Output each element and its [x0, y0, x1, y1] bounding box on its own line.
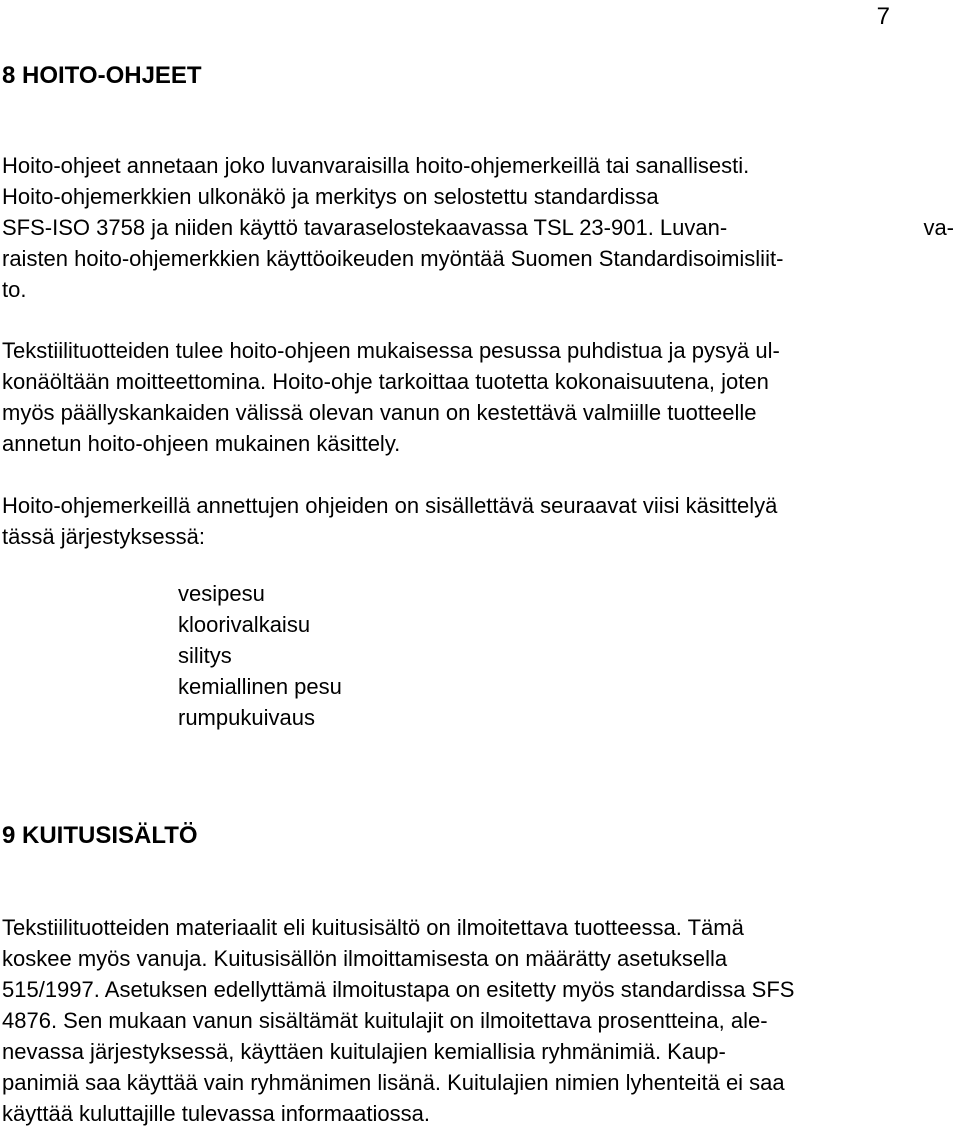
text-line: Hoito-ohjemerkkien ulkonäkö ja merkitys on selostettu standardissa: [2, 184, 659, 209]
text-line: Tekstiilituotteiden tulee hoito-ohjeen mukaisessa pesussa puhdistua ja pysyä ul-: [2, 338, 780, 363]
text-line-end: va-: [923, 215, 954, 240]
text-line: 4876. Sen mukaan vanun sisältämät kuitulajit on ilmoitettava prosentteina, ale-: [2, 1008, 768, 1033]
paragraph-washing-requirements: [2, 335, 958, 459]
treatment-list: [178, 578, 342, 733]
page-number: 7: [876, 3, 890, 30]
list-item: kemiallinen pesu: [178, 674, 342, 699]
list-item: rumpukuivaus: [178, 705, 315, 730]
text-line: konäöltään moitteettomina. Hoito-ohje tarkoittaa tuotetta kokonaisuutena, joten: [2, 369, 769, 394]
text-line: panimiä saa käyttää vain ryhmänimen lisänä. Kuitulajien nimien lyhenteitä ei saa: [2, 1070, 785, 1095]
text-line: koskee myös vanuja. Kuitusisällön ilmoittamisesta on määrätty asetuksella: [2, 946, 728, 971]
text-line: 515/1997. Asetuksen edellyttämä ilmoitustapa on esitetty myös standardissa SFS: [2, 977, 795, 1002]
list-item: silitys: [178, 643, 232, 668]
text-line: käyttää kuluttajille tulevassa informaatiossa.: [2, 1101, 430, 1126]
text-line: raisten hoito-ohjemerkkien käyttöoikeuden myöntää Suomen Standardisoimisliit-: [2, 246, 784, 271]
paragraph-fiber-content: [2, 912, 958, 1129]
section-heading-kuitusisalto: 9 KUITUSISÄLTÖ: [2, 822, 198, 849]
text-line: nevassa järjestyksessä, käyttäen kuitulajien kemiallisia ryhmänimiä. Kaup-: [2, 1039, 726, 1064]
list-item: vesipesu: [178, 581, 265, 606]
text-line: myös päällyskankaiden välissä olevan vanun on kestettävä valmiille tuotteelle: [2, 400, 757, 425]
paragraph-treatment-order: [2, 490, 958, 552]
text-line: Hoito-ohjeet annetaan joko luvanvaraisilla hoito-ohjemerkeillä tai sanallisesti.: [2, 153, 750, 178]
text-line-start: SFS-ISO 3758 ja niiden käyttö tavaraselostekaavassa TSL 23-901. Luvan-: [2, 215, 728, 240]
section-heading-hoito-ohjeet: 8 HOITO-OHJEET: [2, 62, 202, 89]
text-line: [2, 212, 954, 243]
paragraph-care-labels-intro: [2, 150, 958, 305]
text-line: to.: [2, 277, 27, 302]
text-line: tässä järjestyksessä:: [2, 524, 205, 549]
list-item: kloorivalkaisu: [178, 612, 311, 637]
text-line: Hoito-ohjemerkeillä annettujen ohjeiden on sisällettävä seuraavat viisi käsittelyä: [2, 493, 778, 518]
text-line: Tekstiilituotteiden materiaalit eli kuitusisältö on ilmoitettava tuotteessa. Tämä: [2, 915, 744, 940]
text-line: annetun hoito-ohjeen mukainen käsittely.: [2, 431, 401, 456]
